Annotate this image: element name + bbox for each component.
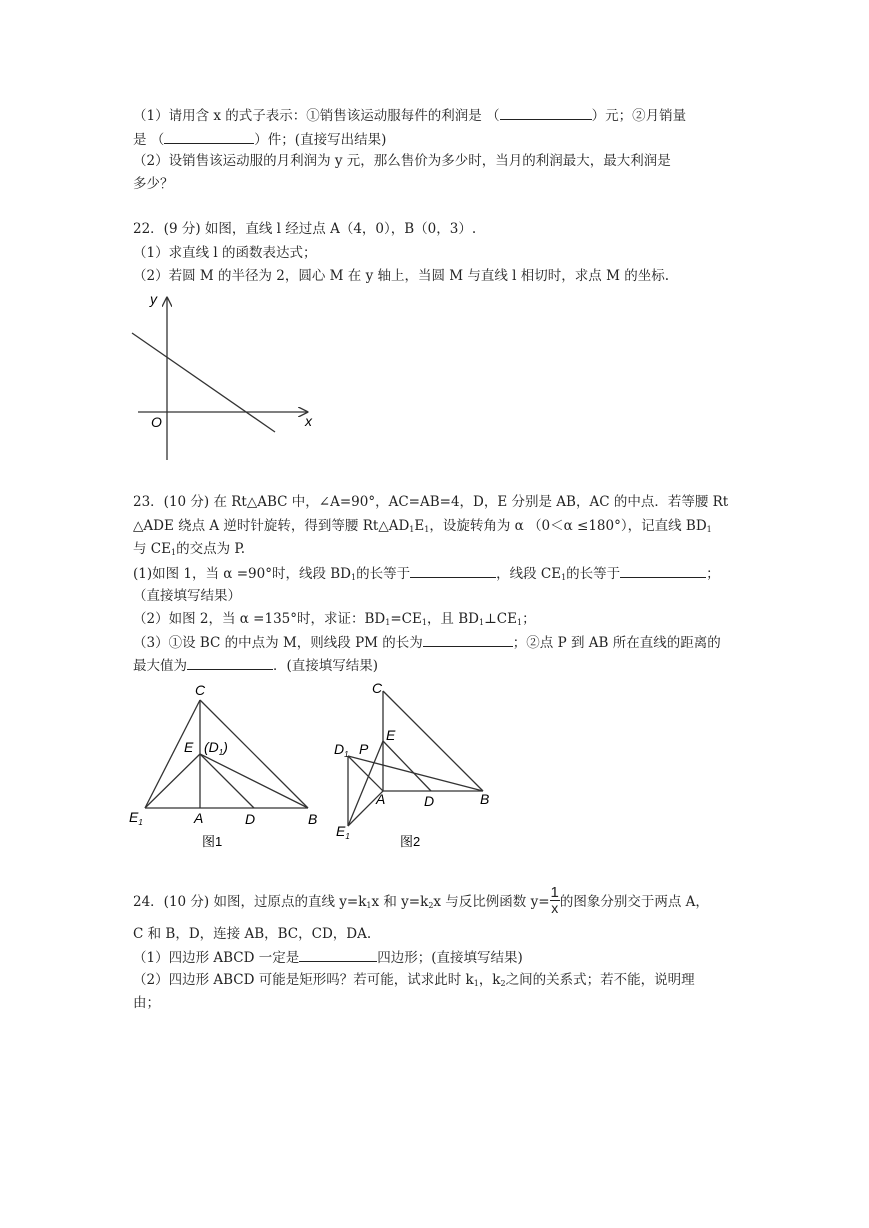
q23-stem-line3: 与 $CE_1$的交点为 P. — [133, 541, 246, 557]
q22-figure — [125, 290, 325, 465]
caption-fig1: 图1 — [202, 834, 223, 849]
label-E: E — [184, 739, 194, 755]
label-D1: $(D_1)$ — [204, 739, 228, 757]
label-A: A — [194, 810, 204, 826]
answer-blank[interactable] — [410, 563, 496, 578]
label-B: B — [308, 811, 318, 827]
label-E1: $E_1$ — [129, 809, 143, 827]
q22-part2: （2）若圆 M 的半径为 2，圆心 M 在 y 轴上，当圆 M 与直线 l 相切时，求点 M 的坐标. — [133, 268, 669, 284]
label-A: A — [376, 791, 386, 807]
q24-stem-line1: 24．(10 分) 如图，过原点的直线 $y=k_1x$ 和 $y=k_2x$ 与反比例函数 y= $\frac{1}{x}$ 的图象分别交于两点 A， — [133, 884, 709, 916]
label-C: C — [195, 682, 206, 698]
label-E: E — [386, 727, 396, 743]
caption-fig2: 图2 — [400, 834, 421, 849]
q24-part2-line1: （2）四边形 ABCD 可能是矩形吗？若可能，试求此时 $k_1$，$k_2$之间的关系式；若不能，说明理 — [133, 972, 695, 988]
q23-part3-line2: 最大值为 ．(直接填写结果) — [133, 655, 378, 676]
q21-part1-line1: （1）请用含 x 的式子表示：①销售该运动服每件的利润是 （ ）元；②月销量 — [133, 105, 686, 126]
q23-figure-1 — [125, 680, 335, 852]
q21-part1-line2: 是 （ ）件；(直接写出结果) — [133, 129, 386, 150]
q23-figure-2 — [330, 676, 500, 852]
answer-blank[interactable] — [620, 563, 706, 578]
answer-blank[interactable] — [187, 655, 273, 670]
q24-part1: （1）四边形 ABCD 一定是 四边形；(直接填写结果) — [133, 947, 523, 968]
q22-part1: （1）求直线 l 的函数表达式； — [133, 245, 317, 261]
q21-part2-line2: 多少？ — [133, 176, 174, 192]
label-D: D — [424, 793, 435, 809]
y-axis-label: y — [150, 291, 157, 307]
q24-part2-line2: 由； — [133, 995, 160, 1011]
q23-part3-line1: （3）①设 BC 的中点为 M，则线段 PM 的长为 ；②点 P 到 AB 所在直线的距离的 — [133, 632, 721, 653]
q22-stem: 22．(9 分) 如图，直线 l 经过点 A（4，0），B（0，3）. — [133, 221, 477, 237]
q23-part1-line2: （直接填写结果） — [133, 588, 241, 604]
q24-stem-line2: C 和 B，D，连接 AB，BC，CD，DA. — [133, 926, 372, 942]
label-D1: $D_1$ — [334, 741, 349, 759]
answer-blank[interactable] — [423, 632, 513, 647]
label-P: P — [359, 741, 369, 757]
label-D: D — [245, 811, 256, 827]
label-C: C — [372, 680, 383, 696]
answer-blank[interactable] — [299, 947, 377, 962]
label-E1: $E_1$ — [336, 823, 350, 841]
label-B: B — [480, 791, 490, 807]
x-axis-label: x — [305, 413, 312, 429]
answer-blank[interactable] — [500, 105, 592, 120]
q23-stem-line2: △ADE 绕点 A 逆时针旋转，得到等腰 $Rt\triangle AD_1E_1$，设旋转角为 α （0＜α ≤180°），记直线 $BD_1$ — [133, 518, 712, 534]
origin-label: O — [151, 414, 162, 430]
q23-stem-line1: 23．(10 分) 在 Rt△ABC 中，∠A=90°，AC=AB=4，D，E 分别是 AB，AC 的中点．若等腰 Rt — [133, 494, 729, 510]
q23-part1-line1: (1)如图 1，当 α =90°时，线段 $BD_1$的长等于 ，线段 $CE_1$的长等于 ； — [133, 563, 720, 588]
q23-part2: （2）如图 2，当 α =135°时，求证：$BD_1=CE_1$，且 $BD_1\perp CE_1$； — [133, 611, 536, 627]
q21-part2-line1: （2）设销售该运动服的月利润为 y 元，那么售价为多少时，当月的利润最大，最大利润是 — [133, 153, 671, 169]
fraction-1-over-x: $\frac{1}{x}$ — [550, 884, 559, 916]
answer-blank[interactable] — [164, 129, 254, 144]
